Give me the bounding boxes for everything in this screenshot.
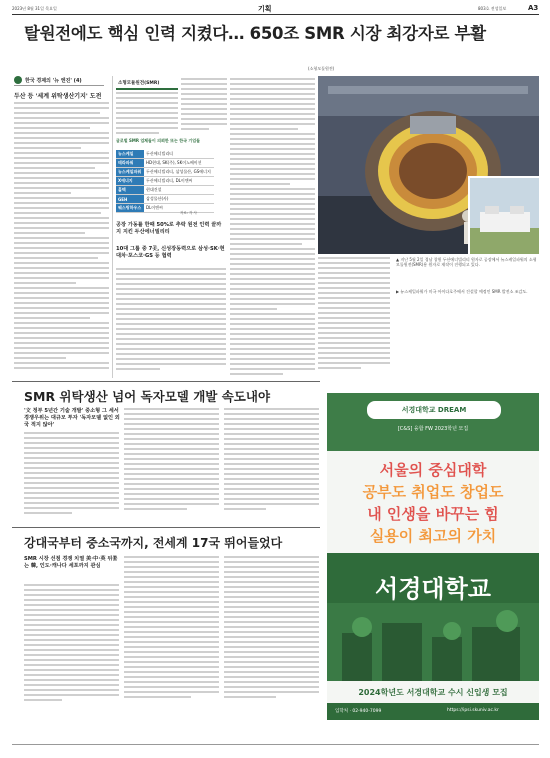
table-row: [116, 159, 214, 168]
table-key: 테라파워: [116, 159, 144, 168]
ad-tagline: [C&S] 융합 FW 2023학년 모집: [397, 426, 469, 432]
table-value: 삼성물산(사): [144, 195, 214, 204]
masthead-page-number: A3: [528, 4, 539, 12]
main-headline: 탈원전에도 핵심 인력 지켰다… 650조 SMR 시장 최강자로 부활: [24, 24, 486, 43]
photo-caption-main: ▲ 지난 5월 2일 경남 창원 두산에너빌리티 원자로 공장에서 뉴스케일파워의 소형모듈원전(SMR)용 원자로 제작이 진행되고 있다.: [396, 257, 537, 268]
ad-footer-band: [327, 703, 539, 720]
university-advertisement[interactable]: [327, 393, 539, 720]
masthead-date: 2023년 8월 31일 목요일: [12, 6, 57, 11]
ad-slogan-4: 실용이 최고의 가치: [369, 527, 497, 545]
smr-plant-inset-photo: [468, 176, 539, 254]
section-rule-2: [12, 527, 320, 528]
headline-2: SMR 위탁생산 넘어 독자모델 개발 속도내야: [24, 389, 271, 404]
section-rule-1: [12, 381, 320, 382]
table-key: 뉴스케일파워: [116, 168, 144, 177]
table-row: [116, 150, 214, 159]
table-row: [116, 177, 214, 186]
photo-caption-inset: ▶ 뉴스케일파워가 미국 아이다호주에서 건설할 예정인 SMR 발전소 조감도.: [396, 289, 528, 294]
table-key: 뉴스케일: [116, 150, 144, 159]
series-logo-text: 한국 경제의 '뉴 엔진' (4): [25, 78, 82, 84]
table-row: [116, 168, 214, 177]
article3-col1: [24, 584, 119, 704]
article2-col2: [124, 408, 219, 520]
series-kicker: 두산 등 '세계 위탁생산기지' 도전: [14, 93, 102, 100]
subhead-2: 10대 그룹 중 7곳, 신성장동력으로 삼성·SK·현대차·포스코·GS 등 협력: [116, 246, 225, 259]
article-body-col1: [14, 102, 109, 382]
table-key: 웨스팅하우스: [116, 204, 144, 213]
article2-col1: [24, 432, 119, 520]
ad-slogan-2: 공부도 취업도 창업도: [362, 483, 504, 501]
ad-campus-illustration: [327, 603, 539, 681]
table-value: DL이앤씨: [144, 204, 214, 213]
ad-slogan-1: 서울의 중심대학: [379, 461, 487, 479]
article-body-col2-bottom: [116, 268, 226, 378]
ad-website-link[interactable]: https://ipsi.skuniv.ac.kr: [447, 708, 499, 713]
masthead-rule: [12, 14, 539, 15]
subhead-1: 공장 가동률 한때 50%로 추락 원전 인력 끝까지 지킨 두산에너빌리티: [116, 222, 222, 235]
series-logo: [14, 76, 104, 86]
table-header-label: 소형모듈원전(SMR): [118, 81, 160, 86]
ad-recruit-text: 2024학년도 서경대학교 수시 신입생 모집: [358, 688, 508, 697]
table-key: X에너지: [116, 177, 144, 186]
table-header: [116, 78, 178, 90]
ad-university-name: 서경대학교: [375, 575, 491, 603]
article-body-col2-top: [181, 78, 227, 136]
table-key: 홀텍: [116, 186, 144, 195]
footer-rule: [12, 744, 539, 745]
headline-credit: (소형모듈원전): [308, 66, 335, 71]
headline-3-kicker: SMR 시장 선점 경쟁 치열 美·中·英 뒤쫓는 韓, 인도·캐나다 세포까지 관심: [24, 556, 118, 569]
table-value: 두산에너빌리티, DL이앤씨: [144, 177, 214, 186]
table-row: [116, 186, 214, 195]
ad-slogan-3: 내 인생을 바꾸는 힘: [367, 505, 499, 523]
table-value: 현대건설: [144, 186, 214, 195]
table-value: HD현대, SK(주), SK이노베이션: [144, 159, 214, 168]
headline-2-kicker: '文 정부 5년간 기술 개발' 중소형 그 세서 경쟁우위는 대규모 투자 '독자모델 없인 외국 적지 않아': [24, 408, 120, 428]
table-value: 두산에너빌리티, 삼성물산, GS에너지: [144, 168, 214, 177]
masthead-section: 기획: [258, 5, 272, 13]
smr-plant-illustration: [470, 178, 539, 254]
article3-col3: [224, 556, 319, 704]
article3-col2: [124, 556, 219, 704]
table-key: GEH: [116, 195, 144, 204]
smr-partners-table: [116, 150, 214, 213]
table-value: 두산에너빌리티: [144, 150, 214, 159]
table-source: 자료: 각 사: [180, 211, 197, 215]
series-logo-icon: [14, 76, 22, 84]
masthead-paper: 803호 전성일보: [478, 6, 507, 11]
table-side-body: [116, 92, 178, 138]
article-body-col3: [230, 78, 315, 378]
reactor-factory-photo: [318, 76, 539, 254]
article2-col3: [224, 408, 319, 520]
headline-3: 강대국부터 중소국까지, 전세계 17국 뛰어들었다: [24, 536, 283, 550]
ad-banner-text: 서경대학교 DREAM: [401, 406, 467, 414]
table-title: 글로벌 SMR 업체들이 의뢰한 또는 한국 기업들: [116, 138, 200, 143]
table-row: [116, 195, 214, 204]
ad-phone: 입학처 · 02-940-7099: [335, 709, 382, 714]
ad-banner-pill: [367, 401, 501, 419]
column-divider: [112, 76, 113, 378]
article-body-col4: [318, 257, 390, 377]
table-row: [116, 204, 214, 213]
